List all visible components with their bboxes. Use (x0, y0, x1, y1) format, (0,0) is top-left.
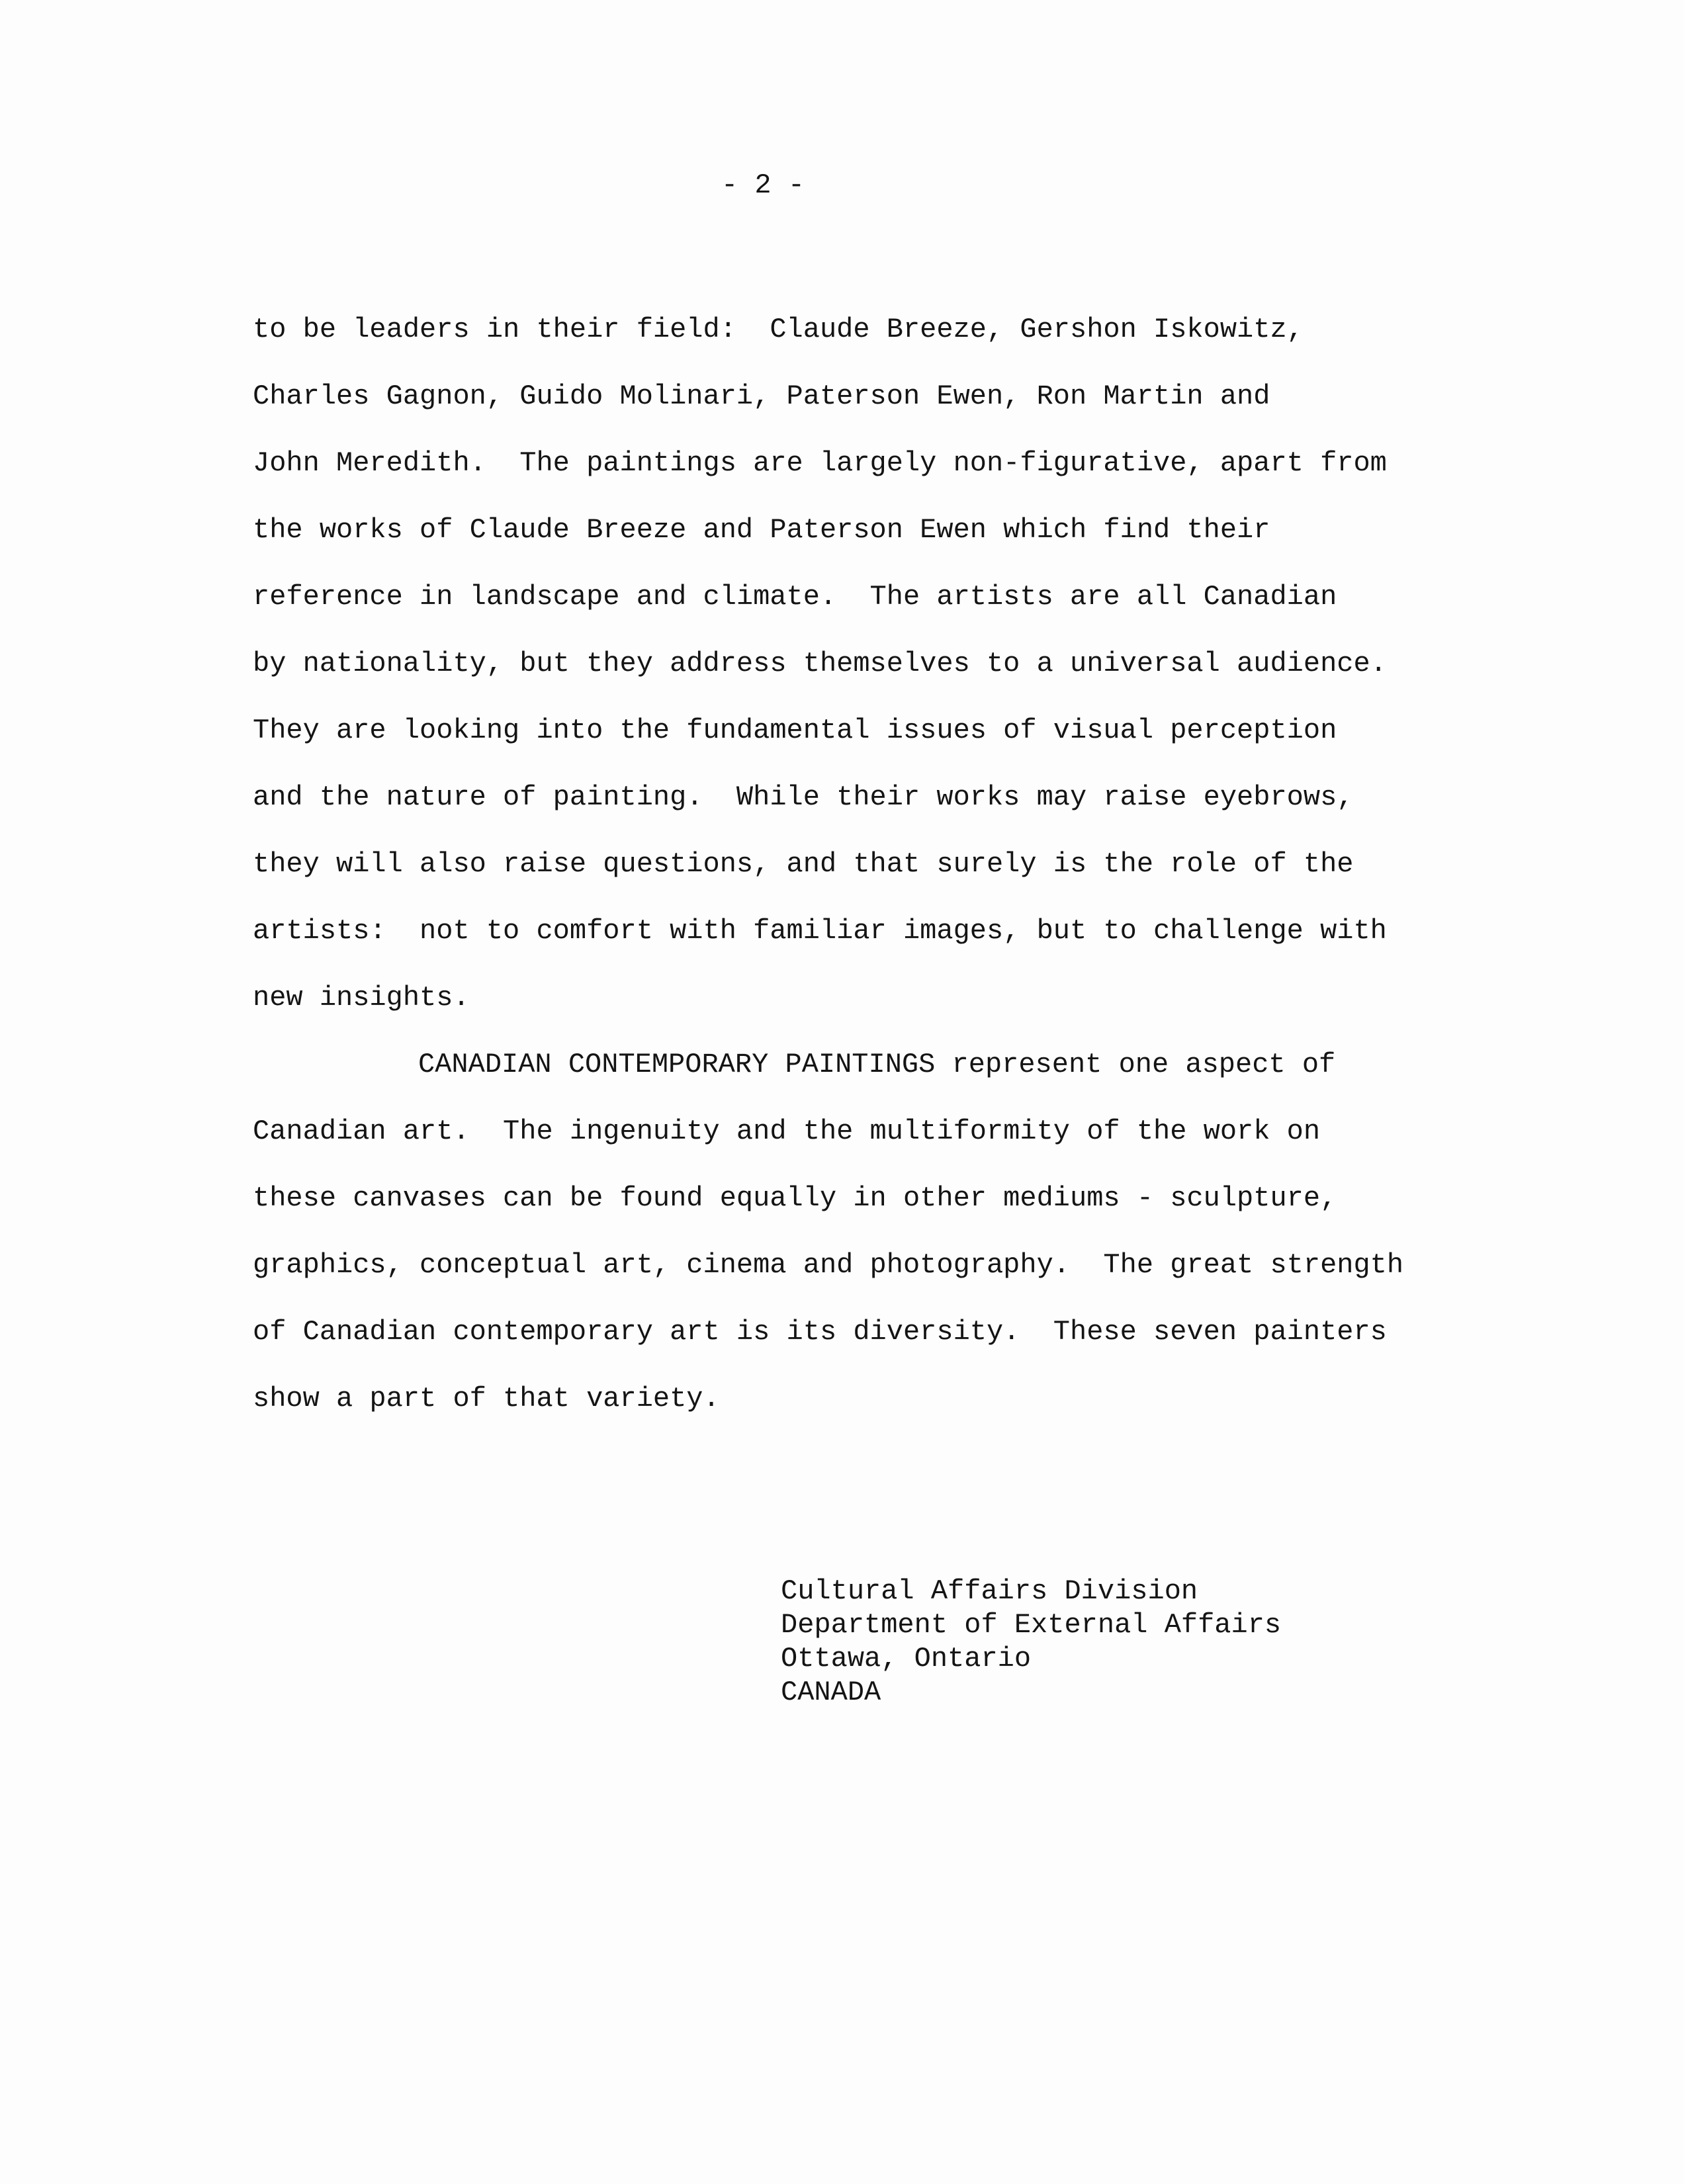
text-line: Charles Gagnon, Guido Molinari, Paterson Ewen, Ron Martin and (253, 380, 1270, 412)
text-line: new insights. (253, 982, 470, 1014)
text-line: by nationality, but they address themselves to a universal audience. (253, 648, 1387, 679)
text-line: John Meredith. The paintings are largely non-figurative, apart from (253, 447, 1387, 479)
text-line: reference in landscape and climate. The artists are all Canadian (253, 581, 1337, 613)
country-name: CANADA (781, 1677, 881, 1708)
text-line: and the nature of painting. While their works may raise eyebrows, (253, 781, 1354, 813)
text-line: they will also raise questions, and that surely is the role of the (253, 848, 1354, 880)
city-name: Ottawa, Ontario (781, 1643, 1032, 1675)
text-line: artists: not to comfort with familiar images, but to challenge with (253, 915, 1387, 947)
department-name: Department of External Affairs (781, 1609, 1282, 1641)
text-line: They are looking into the fundamental issues of visual perception (253, 715, 1337, 746)
text-line: to be leaders in their field: Claude Breeze, Gershon Iskowitz, (253, 314, 1304, 345)
signature-block (781, 1575, 1281, 1710)
text-line: the works of Claude Breeze and Paterson Ewen which find their (253, 514, 1270, 546)
paragraph-1 (253, 296, 1431, 1031)
page-number: - 2 - (721, 169, 805, 201)
division-name: Cultural Affairs Division (781, 1575, 1198, 1607)
text-line: show a part of that variety. (253, 1383, 720, 1415)
text-line: graphics, conceptual art, cinema and photography. The great strength (253, 1249, 1404, 1281)
text-line: Canadian art. The ingenuity and the multiformity of the work on (253, 1115, 1321, 1147)
text-line: CANADIAN CONTEMPORARY PAINTINGS represent one aspect of (418, 1049, 1336, 1080)
text-line: of Canadian contemporary art is its diversity. These seven painters (253, 1316, 1387, 1348)
body-text (253, 296, 1431, 1432)
paragraph-2 (253, 1031, 1431, 1432)
text-line: these canvases can be found equally in other mediums - sculpture, (253, 1182, 1337, 1214)
